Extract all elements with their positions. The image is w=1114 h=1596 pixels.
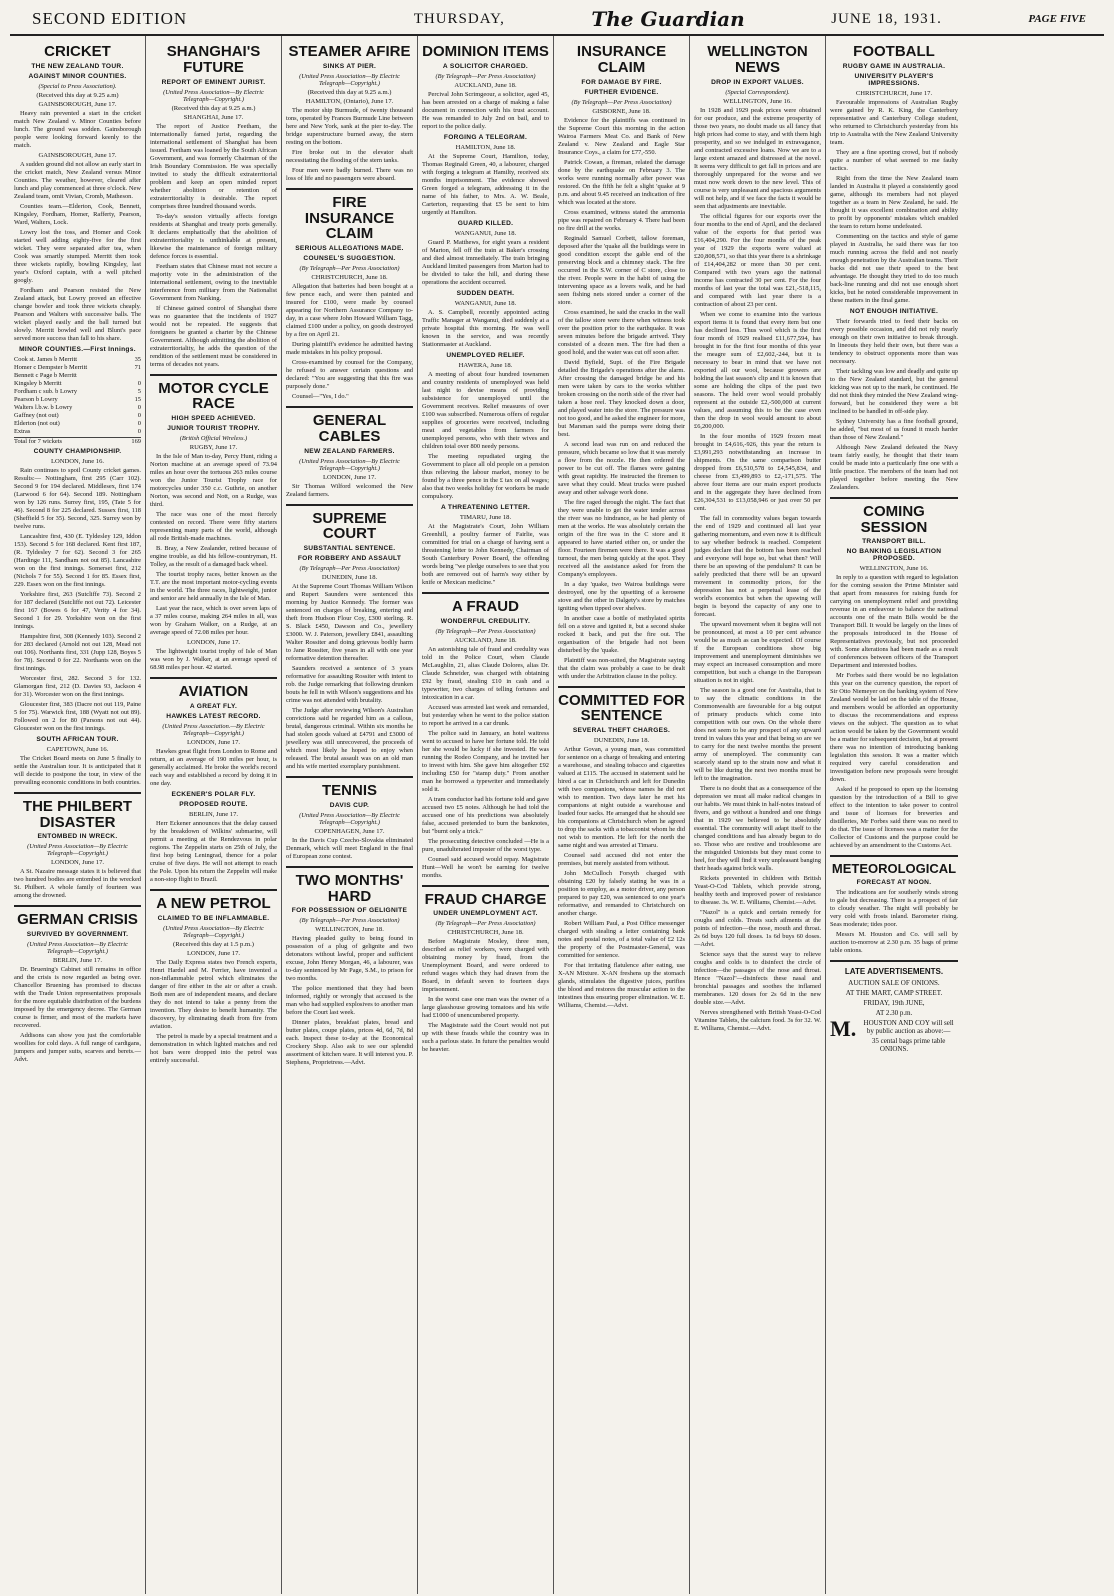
subheading: FOR ROBBERY AND ASSAULT xyxy=(297,555,402,562)
batsman: Gaffney (not out) xyxy=(14,411,59,419)
advertisement-line: AT 2.30 p.m. xyxy=(875,1008,913,1017)
article-paragraph: Addisons can show you just the comfortable woollies for cold days. A full range of cardigans, jumpers and jumper suits, scarves and berets.—Advt. xyxy=(14,1032,141,1063)
wire-credit: (By Telegraph—Per Press Association) xyxy=(299,265,400,272)
article-paragraph: Asked if he proposed to open up the licensing question by the introduction of a Bill to give effect to the intention to take power to control and issue of licenses for breweries and distilleries, Mr Forbes said there was no need to do that. The issue of licenses was a matter for the Collector of Customs and the purpose could be achieved by an amendment to the Customs Act. xyxy=(830,786,958,850)
drop-initial: M. xyxy=(830,1015,857,1041)
article-paragraph: A meeting of about four hundred townsmen and country residents of unemployed was held last night to devise means of providing subsistence for unemployed until the Government receives. Relief measures of over £100 was subscribed. Numerous offers of regular supplies of groceries were received, including meat and vegetables from farmers for unemployed persons, who with their wives and children total over 800 needy persons. xyxy=(422,370,549,450)
wire-credit: (British Official Wireless.) xyxy=(179,435,248,442)
article-paragraph: The Judge after reviewing Wilson's Australian convictions said he regarded him as a callous, brutal, dangerous criminal. Within six months he had stolen goods valued at £4791 and £3000 of jewellery was still unrecovered, the proceeds of which most likely he hoped to enjoy when released. The brutal assault was on an old man and his wife merited exemplary punishment. xyxy=(286,707,413,770)
batsman: Kingsley b Merritt xyxy=(14,379,62,387)
scorecard-row xyxy=(14,356,141,364)
article-paragraph: The motor ship Burmude, of twenty thousand tons, operated by Frances Burmude Line between here and New York, sank at the pier to-day. The bridge superstructure burned away, the stern resting on the bottom. xyxy=(286,106,413,146)
subheading: A SOLICITOR CHARGED. xyxy=(442,62,529,70)
article-paragraph: Plaintiff was non-suited, the Magistrate saying that the claim was probably a case to be dealt with under the Arbitration clause in the policy. xyxy=(558,656,685,680)
article-paragraph: Having pleaded guilty to being found in possession of a plug of gelignite and two detonators without lawful, proper and sufficient excuse, John Henry Morgan, 46, a labourer, was to-day sentenced by Mr Page, S.M., to prison for two months. xyxy=(286,935,413,983)
section-divider xyxy=(286,406,413,408)
article-paragraph: Guard P. Matthews, for eight years a resident of Marton, fell off the train at Baker's crossing and died almost immediately. The train bringing Auckland limited passengers from Marton had to be divided to take the hill, and during these operations the accident occurred. xyxy=(422,238,549,286)
dateline: WANGANUI, June 18. xyxy=(454,299,517,307)
headline: FRAUD CHARGE xyxy=(424,890,547,908)
subheading: NO BANKING LEGISLATION PROPOSED. xyxy=(846,548,942,563)
scorecard-row xyxy=(14,420,141,428)
article-paragraph: Counsel said accused would repay. Magistrate Hunt—Well he won't be earning for twelve months. xyxy=(422,855,549,879)
wire-credit: (By Telegraph—Per Press Association) xyxy=(435,920,536,928)
dateline: (Received this day at 9.25 a.m.) xyxy=(171,104,256,112)
dateline: SHANGHAI, June 17. xyxy=(183,113,244,121)
article-paragraph: In the Isle of Man to-day, Percy Hunt, riding a Norton machine at an average speed of 73.94 miles an hour over the tortuous 263 miles course won the Junior Tourist Trophy race for motorcycles under 350 c.c. Guthrie, on another Norton, was second and Nott, on a Rudge, was third. xyxy=(150,453,277,508)
article-paragraph: Allegation that batteries had been bought at a few pence each, and were then painted and insured for £100, were made by counsel appearing for Northern Assurance Company to-day, in a case where John Howard William Tagg, claimed £100 under a policy, on goods destroyed by a fire on April 21. xyxy=(286,283,413,338)
batsman: Fordham c sub. b Lowry xyxy=(14,387,78,395)
article-paragraph: A St. Nazaire message states it is believed that two hundred bodies are entombed in the wrecked St. Philbert. A whole family of fourteen was among the drowned. xyxy=(14,868,141,900)
subheading: COUNSEL'S SUGGESTION. xyxy=(303,255,396,262)
article-paragraph: Counties team.—Elderton, Cook, Bennett, Kingsley, Fordham, Homer, Rafferty, Pearson, Ward, Walters, Lock. xyxy=(14,202,141,226)
headline: A NEW PETROL xyxy=(156,894,271,912)
subheading: WONDERFUL CREDULITY. xyxy=(440,617,531,625)
article-paragraph: Counsel said accused did not enter the premises, but merely assisted from without. xyxy=(558,852,685,867)
subheading: MINOR COUNTIES.—First Innings. xyxy=(19,345,136,353)
article-paragraph: The race was one of the most fiercely contested on record. There were fifty starters representing many parts of the world, although all rode British-made machines. xyxy=(150,511,277,542)
columns xyxy=(10,36,1104,1594)
headline: TENNIS xyxy=(321,782,377,799)
headline: CRICKET xyxy=(44,43,111,60)
subheading: TRANSPORT BILL. xyxy=(862,538,926,546)
total-label: Total for 7 wickets xyxy=(14,437,63,445)
day-label: THURSDAY, xyxy=(413,10,505,27)
section-divider xyxy=(150,889,277,891)
article-paragraph: The Daily Express states two French experts, Henri Hardel and M. Ferrier, have invented a non-inflammable petrol which eliminates the danger of fire either in the air or after a crash. Both men are of independent means, and declare they do not intend to take a penny from the invention. They desire to benefit humanity. The discovery, by eliminating death from fire from aviation. xyxy=(150,958,277,1030)
article-paragraph: A tram conductor had his fortune told and gave accused two £5 notes. Although he had told the accused one of his predictions was absolutely false, accused pretended to burn the banknotes, but "burnt only a trick." xyxy=(422,795,549,835)
column-6 xyxy=(690,36,826,1594)
runs: 5 xyxy=(137,387,141,395)
section-divider xyxy=(422,592,549,594)
dateline: HAWERA, June 18. xyxy=(458,361,513,369)
subheading: ENTOMBED IN WRECK. xyxy=(37,833,118,841)
article-paragraph: Evidence for the plaintiffs was continued in the Supreme Court this morning in the action Wairoa Farmers Meat Co. and Bank of New Zealand v. New Zealand and Eagle Star Insurance Coys., a claim for £77,-550. xyxy=(558,116,685,156)
dateline: AUCKLAND, June 18. xyxy=(454,81,517,89)
subheading: SINKS AT PIER. xyxy=(322,62,377,70)
column-7 xyxy=(826,36,962,1594)
page-number: PAGE FIVE xyxy=(1028,13,1086,25)
section-divider xyxy=(14,905,141,907)
scorecard-row xyxy=(14,412,141,420)
wire-credit: (United Press Association—By Electric Telegraph—Copyright.) xyxy=(163,88,264,103)
dateline: AUCKLAND, June 18. xyxy=(454,636,517,644)
subheading: SUBSTANTIAL SENTENCE. xyxy=(303,545,396,552)
article-paragraph: Cross-examined by counsel for the Company, he refused to answer certain questions and declared: "You are suggesting that this fire was purposely done." xyxy=(286,359,413,390)
article-paragraph: Before Magistrate Mosley, three men, described as relief workers, were charged with obtaining money by fraud, from the Unemployment Board, and were ordered to refund wages which they had drawn from the Board, in default seven to fourteen days imprisonment. xyxy=(422,938,549,994)
article-paragraph: The lightweight tourist trophy of Isle of Man was won by J. Walker, at an average speed of 68.98 miles per hour. 42 started. xyxy=(150,648,277,671)
column-5 xyxy=(554,36,690,1594)
article-paragraph: To-day's session virtually affects foreign residents at Shanghai and treaty ports generally. It declares emphatically that the abolition of extraterritoriality is unthinkable at present, likewise the maintenance of foreign military defence forces is essential. xyxy=(150,212,277,260)
dateline: WELLINGTON, June 16. xyxy=(723,97,792,105)
wire-credit: (By Telegraph—Per Press Association) xyxy=(435,72,536,80)
dateline: LONDON, June 17. xyxy=(186,738,241,746)
headline: TWO MONTHS' HARD xyxy=(295,871,404,905)
article-paragraph: The upward movement when it begins will not be pronounced, at most a 10 per cent advance would be as much as can be expected. Of course if the European conditions show big improvement and unemployment diminishes we may expect an increased consumption and more competition, but such a change in the European situation is not in sight. xyxy=(694,620,821,684)
scorecard-row xyxy=(14,372,141,380)
section-divider xyxy=(286,188,413,190)
column-1 xyxy=(10,36,146,1594)
wire-credit: (By Telegraph—Per Press Association) xyxy=(435,627,536,635)
scorecard xyxy=(14,356,141,445)
headline: A FRAUD xyxy=(452,597,519,615)
article-paragraph: If Chinese gained control of Shanghai there was no guarantee that the incidents of 1927 would not be repeated. He suggests that foreigners be granted a charter by the Chinese Government. Although admitting the abolition of extraterritoriality, he adds the question of the rendition of the settlement must be considered in terms of decades not years. xyxy=(150,304,277,368)
subheading: NOT ENOUGH INITIATIVE. xyxy=(849,307,939,315)
article-paragraph: When we come to examine into the various export items it is found that every item but one has declined less. Thus wool which is the first four month of 1929 realised £11,677,594, has brought in for the first four months of this year the meagre sum of £2,602,-244, but it is necessary to bear in mind that we have not exported all our wool, because growers are holding the last season's clip and it is known that some are holding the clips of the past two seasons. The held over wool would probably represent at the outside £2,-500,000 at current values, and assuming this to be the case even then the drop in wool would amount to about £6,200,000. xyxy=(694,310,821,430)
wire-credit: (By Telegraph—Per Press Association) xyxy=(299,565,400,572)
subheading: FOR DAMAGE BY FIRE. xyxy=(581,78,662,86)
article-paragraph: The Cricket Board meets on June 5 finally to settle the Australian tour. It is anticipated that it will decide to postpone the tour, in view of the prevailing economic conditions in both countries. xyxy=(14,754,141,786)
subheading: SERIOUS ALLEGATIONS MADE. xyxy=(295,245,404,252)
dateline: CAPETOWN, June 16. xyxy=(46,745,109,753)
headline: METEOROLOGICAL xyxy=(831,861,957,877)
article-paragraph: Sir Thomas Wilford welcomed the New Zealand farmers. xyxy=(286,482,413,498)
dateline: GISBORNE, June 18. xyxy=(592,107,651,115)
article-paragraph: B. Bray, a New Zealander, retired because of engine trouble, as did his fellow-countryman, H. Tolley, as the result of a damaged back wheel. xyxy=(150,545,277,568)
newspaper-title: The Guardian xyxy=(591,7,745,31)
runs: 0 xyxy=(137,411,141,419)
article-paragraph: The police mentioned that they had been informed, rightly or wrongly that accused is the man who had supplied explosives to another man before the Court last week. xyxy=(286,985,413,1017)
headline: THE PHILBERT DISASTER xyxy=(22,797,133,831)
article-paragraph: A. S. Campbell, recently appointed acting Traffic Manager at Wanganui, died suddenly at a private hospital this morning. He was well known in the service, and was recently Stationmaster at Auckland. xyxy=(422,308,549,348)
dateline: DUNEDIN, June 18. xyxy=(593,737,650,744)
article-paragraph: Robert William Paul, a Post Office messenger charged with stealing a letter containing bank notes and postal notes, of a total value of £2 12s the property of the Postmaster-General, was committed for sentence. xyxy=(558,920,685,959)
advertisement-body: HOUSTON AND COY will sell by public auction as above:— xyxy=(863,1018,954,1035)
article-paragraph: Hampshire first, 308 (Kennedy 103). Second 2 for 283 declared (Arnold not out 128, Mead not out 106). Northants first, 331 (Jupp 128, Boyes 5 for 78). Second 0 for 22. Northants won on the first innings. xyxy=(14,632,141,672)
dateline: HAMILTON, June 18. xyxy=(455,143,516,151)
article-paragraph: In reply to a question with regard to legislation for the coming session the Prime Minister said that apart from measures for raising funds for carrying on unemployment relief and providing revenue in an endeavour to balance the national accounts one of the main Bills would be the Transport Bill. It would be largely on the lines of the proposals introduced in the House of Representatives previously, but not proceeded with. Some alterations had been made as a result of conferences between officers of the Transport Department and interested bodies. xyxy=(830,574,958,670)
section-divider xyxy=(286,504,413,506)
section-divider xyxy=(150,677,277,679)
dateline: CHRISTCHURCH, June 18. xyxy=(447,929,524,937)
scorecard-row xyxy=(14,396,141,404)
wire-credit: (United Press Association.—By Electric Telegraph—Copyright.) xyxy=(162,722,265,737)
article-paragraph: A sudden ground did not allow an early start in the cricket match, New Zealand versus Minor Counties. The weather, however, cleared after lunch and play commenced at three o'clock. New Zealand team, omit Vivian, Cromb, Matheson. xyxy=(14,160,141,200)
edition-label: SECOND EDITION xyxy=(32,9,188,28)
article-paragraph: In the four months of 1929 frozen meat brought in £4,616,-926, this year the return is £3,991,293 notwithstanding an increase in shipments. On the same comparison butter dropped from £6,510,578 to £4,545,834, and cheese from £3,499,893 to £2,-171,575. The above four items are our main export products and in the aggregate they have declined from £26,304,531 to £13,058,946 or just over 50 per cent. xyxy=(694,432,821,512)
section-divider xyxy=(558,686,685,688)
article-paragraph: Lancashire first, 430 (E. Tyldesley 129, Iddon 153). Second 5 for 168 declared. Kent first 187, (R. Tyldesley 7 for 62). Second 3 for 265 (Hardinge 111, Sandham not out 85). Lancashire won on the first innings. Somerset first, 212 (Nichols 7 for 55). Second 1 for 85. Essex first, 229. Essex won on the first innings. xyxy=(14,532,141,588)
column-4 xyxy=(418,36,554,1594)
article-paragraph: Gloucester first, 383 (Dacre not out 119, Paine 5 for 75). Warwick first, 188 (Wyatt not out 89). Followed on 2 for 80 (Parsons not out 44). Gloucester won on the first innings. xyxy=(14,700,141,732)
scorecard-total xyxy=(14,437,141,445)
dateline: LONDON, June 16. xyxy=(50,457,105,465)
article-paragraph: In another case a bottle of methylated spirits fell on a stove and ignited it, but a second shake rocked it back, and put the fire out. The organisation of the brigade had not been disturbed by the 'quake. xyxy=(558,614,685,654)
headline: INSURANCE CLAIM xyxy=(576,43,667,76)
scorecard-row xyxy=(14,380,141,388)
article-paragraph: Rickets prevented in children with British Yeast-O-Cod Tablets, which provide strong, healthy teeth and improved power of resistance to disease. 3s. W. E. Williams, Chemist.—Advt. xyxy=(694,874,821,906)
dateline: GAINSBOROUGH, June 17. xyxy=(38,100,117,108)
dateline: WELLINGTON, June 16. xyxy=(859,565,929,573)
advertisement-heading: LATE ADVERTISEMENTS. xyxy=(844,966,944,976)
dateline: (Received this day at 9.25 a.m.) xyxy=(307,88,392,96)
article-paragraph: Last year the race, which is over seven laps of a 37 miles course, making 264 miles in all, was won by Graham Walker, on a Rudge, at an average speed of 72.08 miles per hour. xyxy=(150,605,277,636)
subheading: ECKENER'S POLAR FLY. xyxy=(171,790,256,798)
headline: MOTOR CYCLE RACE xyxy=(158,379,269,413)
headline: SUPREME COURT xyxy=(312,509,387,543)
wire-credit: (Special Correspondent). xyxy=(725,88,790,96)
subheading: HIGH SPEED ACHIEVED. xyxy=(171,415,256,422)
article-paragraph: The prosecuting detective concluded —He is a pure, unadulterated imposter of the worst type. xyxy=(422,837,549,853)
article-paragraph: Counsel—"Yes, I do." xyxy=(292,393,349,400)
headline: DOMINION ITEMS xyxy=(422,43,549,60)
subheading: FURTHER EVIDENCE. xyxy=(584,88,659,96)
dateline: WELLINGTON, June 18. xyxy=(315,926,384,934)
article-paragraph: During plaintiff's evidence he admitted having made mistakes in his policy proposal. xyxy=(286,341,413,356)
article-paragraph: A second lead was run on and reduced the pressure, which became so low that it was merely a flow from the nozzle. He then ordered the power to be cut off. The flames were gaining with great rapidity. He instructed the firemen to save what they could. Meat trucks were pushed away and other salvage work done. xyxy=(558,440,685,496)
dateline: LONDON, June 17. xyxy=(186,639,241,646)
article-paragraph: Their forwards tried to feed their backs on every possible occasion, and did not rely nearly enough on their own initiative to break through. In lineouts they held their own, but there was a tendency to obstruct opponents more than was necessary. xyxy=(830,317,958,365)
section-divider xyxy=(286,776,413,778)
runs xyxy=(131,372,141,380)
article-paragraph: Science says that the surest way to relieve coughs and colds is to disinfect the circle of infection—the passages of the nose and throat. Hence "Nazol"—disinfects these nasal and bronchial passages and soothes the inflamed membranes. 120 doses for 2s 6d in the new double size.—Advt. xyxy=(694,950,821,1006)
wire-credit: (By Telegraph—Per Press Association) xyxy=(299,917,400,925)
scorecard-row xyxy=(14,404,141,412)
dateline: COPENHAGEN, June 17. xyxy=(314,827,385,835)
article-paragraph: The tourist trophy races, better known as the T.T. are the most important motor-cycling events in the world. The three races, lightweight, junior and senior are held annually in the Isle of Man. xyxy=(150,571,277,602)
article-paragraph: The report of Justice Feetham, the internationally famed jurist, regarding the international settlement of Shanghai has been issued. Feetham was loaned by the South African Government, and was formerly Chairman of the Irish Boundary Commission. He was specially invited to study the difficult extraterritorial problem and keep an open minded report whether abolition or retention of extraterritoriality is desirable. The report comprises three hundred thousand words. xyxy=(150,122,277,210)
article-paragraph: Hawkes great flight from London to Rome and return, at an average of 190 miles per hour, is generally acclaimed. He broke the world's record each way and established a record by doing it in one day. xyxy=(150,747,277,787)
subheading: DROP IN EXPORT VALUES. xyxy=(711,78,804,86)
article-paragraph: The fire raged through the night. The fact that they were unable to get the water tender across the river was no hindrance, as he had plenty of men at the works. He was absolutely certain the origin of the fire was in the C store and it appeared to have started either on, or under the floor. Fourteen firemen were there. It was a good turnout, the men being quickly at the spot. They received all the assistance asked for from the Company's employees. xyxy=(558,498,685,578)
article-paragraph: Percival John Scrimgeour, a solicitor, aged 45, has been arrested on a charge of making a false document in connection with his trust account. He was remanded to July 2nd on bail, and to report to the police daily. xyxy=(422,90,549,130)
subheading: CLAIMED TO BE INFLAMMABLE. xyxy=(157,914,270,922)
subheading: NEW ZEALAND FARMERS. xyxy=(304,447,395,455)
subheading: UNEMPLOYED RELIEF. xyxy=(446,351,525,359)
runs: 35 xyxy=(134,355,141,363)
dateline: CHRISTCHURCH, June 17. xyxy=(855,89,933,97)
article-paragraph: Favourable impressions of Australian Rugby were gained by R. K. King, the Canterbury representative and Canterbury College student, who returned to Christchurch yesterday from his trip to Australia with the New Zealand University team. xyxy=(830,98,958,146)
dateline: CHRISTCHURCH, June 18. xyxy=(311,274,388,281)
runs: 71 xyxy=(134,363,141,371)
scorecard-row xyxy=(14,364,141,372)
article-paragraph: John McCulloch Forsyth charged with obtaining £20 by falsely stating he was in a position to employ, as a motor driver, any person prepared to pay £20, was sentenced to one year's reformative, and remanded to Christchurch on another charge. xyxy=(558,870,685,917)
subheading: DAVIS CUP. xyxy=(329,801,370,809)
article-paragraph: Dinner plates, breakfast plates, bread and butter plates, coupe plates, prices 4d, 6d, 7d, 8d each. Inspect these to-day at the Economical Crockery Shop. Also ask to see our splendid assortment of kitchen ware. It will interest you. P. Stephens, Proprietress.—Advt. xyxy=(286,1019,413,1067)
subheading: COUNTY CHAMPIONSHIP. xyxy=(33,447,122,455)
scorecard-row xyxy=(14,388,141,396)
article-paragraph: Yorkshire first, 263 (Sutcliffe 73). Second 2 for 187 declared (Sutcliffe not out 72). Leicester first 167 (Bowes 6 for 47, Verity 4 for 34). Second 1 for 29. Yorkshire won on the first innings. xyxy=(14,590,141,630)
dateline: WANGANUI, June 18. xyxy=(454,229,517,237)
wire-credit: (United Press Association—By Electric Telegraph—Copyright.) xyxy=(27,843,128,858)
wire-credit: (Special to Press Association). xyxy=(38,82,117,90)
subheading: A GREAT FLY. xyxy=(189,702,238,710)
headline: STEAMER AFIRE xyxy=(288,43,411,60)
article-paragraph: Cross examined, he said the cracks in the wall of the tallow store were there when witness took over the position prior to the earthquake. It was seven minutes before the brigade arrived. They consisted of a dozen men. The fire had then a good hold, and the water was cut off soon after. xyxy=(558,308,685,356)
runs: 0 xyxy=(137,427,141,435)
subheading: SUDDEN DEATH. xyxy=(456,289,515,297)
article-paragraph: Dr. Bruening's Cabinet still remains in office and the crisis is now regarded as being over. Chancellor Bruening has promised to discuss with the Trade Union representatives proposals for the more equitable distribution of the burdens imposed by the emergency decree. The German course is firmer, and most of the markets have recovered. xyxy=(14,966,141,1029)
article-paragraph: In the Davis Cup Czecho-Slovakia eliminated Denmark, which will meet England in the final of European zone contest. xyxy=(286,836,413,860)
subheading: A THREATENING LETTER. xyxy=(440,503,531,511)
article-paragraph: Messrs M. Houston and Co. will sell by auction to-morrow at 2.30 p.m. 35 bags of prime table onions. xyxy=(830,930,958,954)
section-divider xyxy=(830,960,958,962)
section-divider xyxy=(14,792,141,794)
article-paragraph: Herr Eckener announces that the delay caused by the breakdown of Wilkins' submarine, will permit a meeting at the Rendezvous in polar regions. The Zeppelin starts on 25th of July, the first hop being Leningrad, thence for a polar cruise of five days. He will not attempt to reach the Pole. Upon his return the Zeppelin will make a non-stop flight to Brazil. xyxy=(150,819,277,883)
article-paragraph: For that irritating flatulence after eating, use X-AN Mixture. X-AN freshens up the stomach glands, stimulates the digestive juices, purifies the blood and restores the muscular action to the intestines thus ensuring proper elimination. W. E. Williams, Chemist.—Advt. xyxy=(558,962,685,1009)
wire-credit: (United Press Association—By Electric Telegraph—Copyright.) xyxy=(27,941,128,955)
subheading: FOR POSSESSION OF GELIGNITE xyxy=(291,907,408,915)
headline: FOOTBALL xyxy=(853,43,935,60)
article-paragraph: There is no doubt that as a consequence of the depression we must all make radical changes in our habits. We must think in half-notes instead of fivers, and go without a hundred and one things that in 1929 we believed to be absolutely essential. The community will adapt itself to the changed conditions and has already begun to do so. Those who are restive and troublesome are the misguided Unionists but they must come to heel, for they will find it very unpleasant banging their heads against brick walls. xyxy=(694,784,821,872)
article-paragraph: In a day 'quake, two Wairoa buildings were destroyed, one by the upsetting of a kerosene stove and the other in Dalgety's store by matches igniting when tipped over shelves. xyxy=(558,580,685,612)
article-paragraph: Right from the time the New Zealand team landed in Australia it played a consistently good game, although its members had not played together as a team in New Zealand, he said. He thought it was excellent combination and ability to profit by opponents' mistakes which enabled the team to return home undefeated. xyxy=(830,174,958,230)
article-paragraph: Arthur Govan, a young man, was committed for sentence on a charge of breaking and entering a warehouse, and stealing tobacco and cigarettes valued at £115. The accused in statement said he hired a car in Christchurch and left for Dunedin with two companions, whose names he did not wish to mention. Two days later he met his companions at night outside a warehouse and loaded four sacks. He arranged that he should see his companions at Christchurch when he agreed to drop the sacks with a tobacconist whom he did not wish to mention. He left for the north the same night and was arrested at Timaru. xyxy=(558,746,685,849)
section-divider xyxy=(150,374,277,376)
headline: GERMAN CRISIS xyxy=(17,911,138,929)
dateline: BERLIN, June 17. xyxy=(52,957,103,964)
wire-credit: (United Press Association—By Electric Telegraph—Copyright.) xyxy=(299,811,400,826)
headline: SHANGHAI'S FUTURE xyxy=(166,43,261,76)
article-paragraph: An astonishing tale of fraud and credulity was told in the Police Court, when Claude McLaughlin, 21, alias Claude Dolores, alias Dr. Claude Schneider, was charged with obtaining £92 by fraud, stealing £10 in cash and a typewriter, two charges of telling fortunes and intoxication in a car. xyxy=(422,645,549,701)
subheading: RUGBY GAME IN AUSTRALIA. xyxy=(842,62,946,70)
subheading: SOUTH AFRICAN TOUR. xyxy=(36,735,119,743)
article-paragraph: The indications are for southerly winds strong to gale but decreasing. There is a prospect of fair to cloudy weather. The night will probably be very cold with frosts inland. Barometer rising. Seas moderate; tides poor. xyxy=(830,888,958,928)
subheading: HAWKES LATEST RECORD. xyxy=(166,712,261,720)
article-paragraph: In 1928 and 1929 peak prices were obtained for our produce, and the extreme prosperity of those two years, no doubt made us all fancy that high prices had come to stay, and with them high prosperity, and so we indulged in extravagance, and contracted excessive loans. Now we are to a large extent amazed and distressed at the novel. It seems very difficult to get fall in prices and are thoroughly unprepared for the worse and we must now work down to the new level. This of course is very unpleasant and spacious arguments will not help, and if we face the facts it would be seen that adjustments are inevitable. xyxy=(694,106,821,210)
wire-credit: (United Press Association—By Electric Telegraph—Copyright.) xyxy=(299,457,400,472)
article-paragraph: Sydney University has a fine football ground, he added, "but most of us found it much harder than those of New Zealand." xyxy=(830,417,958,441)
section-divider xyxy=(830,497,958,499)
article-paragraph: Saunders received a sentence of 3 years reformative for assaulting Rossiter with intent to rob. the Judge remarking that following drunken bouts he fell in with Wilson's suggestions and his crime was not attended with brutality. xyxy=(286,665,413,704)
headline: WELLINGTON NEWS xyxy=(707,43,808,76)
scorecard-row xyxy=(14,428,141,436)
advertisement-line: 35 cental bags prime table ONIONS. xyxy=(871,1036,946,1053)
article-paragraph: Their tackling was low and deadly and quite up to the New Zealand standard, but the general kicking was not up to the mark, he continued. He did not think they minded the New Zealand wing-forward, but he considered they were a bit inclined to be handled in off-side play. xyxy=(830,367,958,415)
subheading: PROPOSED ROUTE. xyxy=(179,800,248,808)
subheading: JUNIOR TOURIST TROPHY. xyxy=(167,425,260,432)
article-paragraph: At the Supreme Court, Hamilton, today, Thomas Reginald Green, 40, a labourer, charged with forging a telegram at Hamilty, received six months imprisonment. The evidence showed Green forged a telegram, addressing it in the name of his father, to Mrs. A. W. Beale, Carterton, requesting that £5 be sent to him urgently at Hamilton. xyxy=(422,152,549,216)
runs: 0 xyxy=(137,379,141,387)
subheading: UNIVERSITY PLAYER'S IMPRESSIONS. xyxy=(854,72,934,87)
subheading: FORGING A TELEGRAM. xyxy=(443,133,528,141)
batsman: Walters l.b.w. b Lowry xyxy=(14,403,73,411)
headline: COMMITTED FOR SENTENCE xyxy=(558,691,685,725)
wire-credit: (By Telegraph—Per Press Association) xyxy=(571,98,672,106)
article-paragraph: Lowry lost the toss, and Homer and Cook started well adding eighty-five for the first wicket. They were separated after tea, when Cook was smartly stumped. Merritt then took three wickets rapidly, bowling Kingsley, last year's Oxford captain, with a well pitched googly. xyxy=(14,228,141,284)
article-paragraph: Mr Forbes said there would be no legislation this year on the currency question, the report of Sir Otto Niemeyer on the banking system of New Zealand would be laid on the table of the House, and members would be afforded an opportunity to discuss the recommendations and express views on the subject. The question as to what action would be taken by the Government would be a matter for subsequent decision, but at present there was no intention of introducing banking legislation this session. It was a matter which required very careful consideration and investigation before new proposals were brought down. xyxy=(830,672,958,784)
subheading: GUARD KILLED. xyxy=(457,219,514,227)
runs: 15 xyxy=(134,395,141,403)
headline: GENERAL CABLES xyxy=(312,412,387,445)
batsman: Bennett c Page b Merritt xyxy=(14,371,77,379)
article-paragraph: Four men were badly burned. There was no loss of life and no passengers were aboard. xyxy=(286,166,413,182)
dateline: (Received this day at 1.5 p.m.) xyxy=(173,940,254,948)
article-paragraph: The official figures for our exports over the four months to the end of April, and the declared value of the exports for that period was £16,404,290. For the four months of the peak year of 1929 the exports were valued at £20,808,571, so that this year there is a shrinkage of £14,404,282 or more than 30 per cent. Compared with two years ago the national income has contracted 30 per cent. For the four months of last year the total was £21,-518,115, and compared with last year there is a contraction of about 23 per cent. xyxy=(694,212,821,308)
batsman: Extras xyxy=(14,427,31,435)
article-paragraph: Feetham states that Chinese must not secure a majority vote in the administration of the international settlement, owing to the inevitable interference from military from the Nationalist Government from Nanking. xyxy=(150,262,277,302)
subheading: SURVIVED BY GOVERNMENT. xyxy=(26,931,129,938)
dateline: DUNEDIN, June 18. xyxy=(321,574,378,581)
section-divider xyxy=(422,885,549,887)
dateline: BERLIN, June 17. xyxy=(188,810,239,818)
subheading: UNDER UNEMPLOYMENT ACT. xyxy=(433,910,538,918)
dateline: HAMILTON, (Ontario), June 17. xyxy=(305,97,394,105)
article-paragraph: Accused was arrested last week and remanded, but yesterday when he went to the police station to report he arrived in a car drunk. xyxy=(422,703,549,727)
article-paragraph: At the Magistrate's Court, John William Greenhill, a poultry farmer of Fairlie, was committed for trial on a charge of having sent a threatening letter to John Kennedy, Chairman of South Canterbury Power Board, the offending words being "we pledge ourselves to see that you both are removed out of harm's way either by knife or Mexican medicine." xyxy=(422,522,549,586)
masthead xyxy=(10,6,1104,36)
article-paragraph: The season is a good one for Australia, that is to say the climatic conditions in the Commonwealth are favourable for a big output of primary products which come into competition with our own. On the whole there does not seem to be any prospect of any upward trend in values this year and that being so are we to carry for the next twelve months the present army of unemployed. The community can scarcely stand up to the strain now and what it will be like during the next two months must be left to the imagination. xyxy=(694,686,821,782)
article-paragraph: The Magistrate said the Court would not put up with these frauds while the country was in such a parlous state. In future the penalties would be heavier. xyxy=(422,1022,549,1054)
headline: FIRE INSURANCE CLAIM xyxy=(304,193,395,243)
dateline: RUGBY, June 17. xyxy=(189,444,238,451)
article-paragraph: Heavy rain prevented a start in the cricket match New Zealand v. Minor Counties before lunch. The ground was sodden. Gainsborough people were looking forward keenly to the match. xyxy=(14,109,141,149)
article-paragraph: The meeting repudiated urging the Government to place all old people on a pension thus relieving the labour market, money to be found by a three pence in the £ tax on all wages; also that two weeks holiday for workers be made compulsory. xyxy=(422,452,549,500)
section-divider xyxy=(830,855,958,857)
article-paragraph: They are a fine sporting crowd, but if nobody quite a number of what seemed to me faulty tactics. xyxy=(830,148,958,172)
article-paragraph: Cross examined, witness stated the ammonia pipe was repaired on February 4. There had been no fire drill at the works. xyxy=(558,208,685,232)
advertisement-line: AT THE MART, CAMP STREET. xyxy=(845,988,943,997)
batsman: Homer c Dempster b Merritt xyxy=(14,363,88,371)
subheading: REPORT OF EMINENT JURIST. xyxy=(161,78,266,86)
column-2 xyxy=(146,36,282,1594)
scorecard-table xyxy=(14,356,141,436)
advertisement-line: AUCTION SALE OF ONIONS. xyxy=(848,978,940,987)
article-paragraph: Fordham and Pearson resisted the New Zealand attack, but Lowry proved an effective change bowler and took three wickets cheaply. Pearson and Walters with successive balls. The wicket played easily and the ball turned but slowly. Merritt bowled well and Blunt's pace served more success than fall to his share. xyxy=(14,286,141,342)
dateline: GAINSBOROUGH, June 17. xyxy=(38,151,117,159)
advertisement-text xyxy=(830,1015,958,1041)
subheading: AGAINST MINOR COUNTIES. xyxy=(28,72,127,80)
batsman: Cook st. James b Merritt xyxy=(14,355,78,363)
article-paragraph: Commenting on the tactics and style of game played in Australia, he said there was far too much running across the field and not nearly enough penetration by the Australian teams. Their backs did not use their speed to the best advantage. He thought they tried to do too much back-line running and did not use enough short kicks, but he noted considerable improvement in these matters in the final game. xyxy=(830,232,958,304)
article-paragraph: Nerves strengthened with British Yeast-O-Cod Vitamine Tablets, the calcium food. 3s for 32. W. E. Williams, Chemist.—Advt. xyxy=(694,1008,821,1032)
article-paragraph: Rain continues to spoil County cricket games. Results:— Nottingham, first 295 (Carr 102). Second 9 for 194 declared. Middlesex, first 174 (Larwood 6 for 64). Second 189. Nottingham won by 126 runs. Surrey first, 195, (Tate 5 for 46). Second 8 for 225 declared. Sussex first, 118 (Sheffield 5 for 35). Second, 325. Surrey won by twelve runs. xyxy=(14,466,141,530)
dateline: LONDON, June 17. xyxy=(186,949,241,957)
total-runs: 169 xyxy=(131,437,141,445)
subheading: THE NEW ZEALAND TOUR. xyxy=(31,62,124,70)
subheading: FORECAST AT NOON. xyxy=(856,878,932,886)
article-paragraph: The police said in January, an hotel waitress went to accused to have her fortune told. He told her she would be lucky if she invested. He was running the Rodeo Company, and he invited her to invest with him. She gave him altogether £92 including £50 for "stamp duty." From another man he borrowed a typewriter and immediately sold it. xyxy=(422,729,549,793)
headline: AVIATION xyxy=(178,683,249,700)
date-label: JUNE 18, 1931. xyxy=(831,10,942,27)
wire-credit: (United Press Association—By Electric Telegraph—Copyright.) xyxy=(299,72,400,87)
article-paragraph: In the worst case one man was the owner of a large glasshouse growing tomatoes and his wife had £1000 of unencumbered property. xyxy=(422,996,549,1020)
batsman: Pearson b Lowry xyxy=(14,395,58,403)
dateline: (Received this day at 9.25 a.m) xyxy=(36,91,119,99)
runs: 0 xyxy=(137,403,141,411)
article-paragraph: The fall in commodity values began towards the end of 1929 and continued all last year gathering momentum, and even now it is difficult to say whether bedrock is reached. Competent judges declare that the bottom has been reached and everyone will hope so, but what then? Will there be an upswing of the pendulum? It can be safely predicted that there will be an upward movement in commodity prices, for the depression has not a perpetual lease of the world's economics but when the upswing will begin is beyond the capacity of any one to forecast. xyxy=(694,514,821,618)
headline: COMING SESSION xyxy=(860,502,928,536)
dateline: LONDON, June 17. xyxy=(50,859,105,867)
article-paragraph: David Byfield, Supt. of the Fire Brigade detailed the Brigade's operations after the alarm. After crossing the damaged bridge he and his men were taken by cars to the works whither broken crossing on the north side of the river had taken a hose reel. They knocked down a door, and played water into the store. The pressure was not too good, and he asked the engineer for more, but Marsman said the pumps were doing their best. xyxy=(558,358,685,438)
subheading: SEVERAL THEFT CHARGES. xyxy=(572,727,671,734)
article-paragraph: "Nazol" is a quick and certain remedy for coughs and colds. Treats such ailments at the points of infection—the nose, mouth and throat. 2s 6d buys 120 full doses. 1s 6d buys 60 doses.—Advt. xyxy=(694,908,821,948)
article-paragraph: Patrick Cowan, a fireman, related the damage done by the earthquake on February 3. The works were running normally after power was restored. On the fifth he felt a slight 'quake at 9 p.m. and about 9.45 received an indication of fire which was located at the store. xyxy=(558,158,685,206)
article-paragraph: Although New Zealand defeated the Navy team fairly easily, he thought that their team could be made into a particularly fine one with a little practice. The members of the team had not played together before meeting the New Zealanders. xyxy=(830,443,958,491)
dateline: LONDON, June 17. xyxy=(322,473,377,481)
batsman: Elderton (not out) xyxy=(14,419,60,427)
article-paragraph: At the Supreme Court Thomas William Wilson and Rupert Saunders were sentenced this morning by Justice Kennedy. The former was sentenced on charges of breaking, entering and theft from Hudson Flour Coy, £300 sterling. R. S. Black £450, Dawson and Co., jewellery £3000. W. J. Paterson, jewellery £841, assaulting Walter Rossiter and doing grievous bodily harm to Jane Rossiter, five years in all with one year reformative detention thereafter. xyxy=(286,583,413,662)
article-paragraph: The petrol is made by a special treatment and a demonstration in which lighted matches and red hot bars were dropped into the petrol was entirely successful. xyxy=(150,1032,277,1064)
runs: 0 xyxy=(137,419,141,427)
article-paragraph: Worcester first, 282. Second 3 for 132. Glamorgan first, 212 (D. Davies 93, Jackson 4 for 31). Worcester won on the first innings. xyxy=(14,674,141,698)
article-paragraph: Fire broke out in the elevator shaft necessitating the flooding of the stern tanks. xyxy=(286,148,413,164)
article-paragraph: Reginald Samuel Corbett, tallow foreman, deposed after the 'quake all the buildings were in good condition except the gable end of the preserving block and a chimney stack. The fire occurred in the S.W. corner of C store, close to the river. People were in the habit of using the intervening space as a lovers walk, and he had seen fishing nets stored under a corner of the store. xyxy=(558,234,685,306)
section-divider xyxy=(286,866,413,868)
advertisement-line: FRIDAY, 19th JUNE, xyxy=(863,998,925,1007)
column-3 xyxy=(282,36,418,1594)
dateline: TIMARU, June 18. xyxy=(459,513,512,521)
wire-credit: (United Press Association—By Electric Telegraph—Copyright.) xyxy=(163,924,264,939)
